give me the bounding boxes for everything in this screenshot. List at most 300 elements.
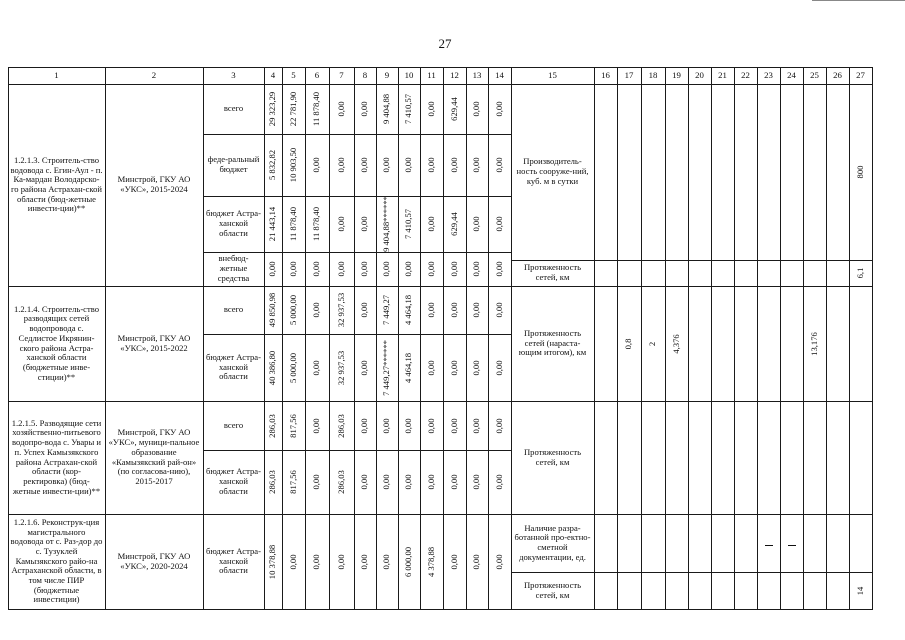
indicator-value-col-18 [641, 572, 666, 610]
amount-cell [488, 286, 512, 335]
amount-cell [466, 286, 489, 335]
indicator-value-col-24 [780, 286, 804, 402]
amount-cell-text: 0,00 [471, 157, 482, 173]
amount-cell [398, 134, 421, 197]
amount-cell-text: 0,00 [403, 157, 414, 173]
indicator-value-col-27 [849, 572, 873, 610]
header-cell-9: 9 [376, 67, 399, 85]
funding-source: всего [203, 84, 265, 135]
amount-cell [264, 84, 283, 135]
indicator-value-col-20 [688, 514, 712, 573]
amount-cell [420, 334, 444, 402]
amount-cell-text: 0,00 [381, 474, 392, 490]
indicator-value-col-17 [617, 84, 642, 261]
amount-cell-text: 32 937,53 [335, 292, 346, 328]
amount-cell-text: 29 323,29 [267, 91, 278, 127]
amount-cell-text: 4 378,88 [425, 546, 436, 577]
indicator-value-col-18 [641, 401, 666, 515]
header-cell-13: 13 [466, 67, 489, 85]
funding-source: бюджет Астра-ханской области [203, 450, 265, 515]
header-cell-5: 5 [282, 67, 306, 85]
amount-cell-text: 0,00 [359, 216, 370, 232]
amount-cell [264, 286, 283, 335]
indicator-value-col-22 [734, 514, 758, 573]
indicator-value-col-25 [803, 401, 827, 515]
indicator-value-col-16 [594, 401, 618, 515]
indicator-value-col-20 [688, 572, 712, 610]
amount-cell-text: 0,00 [493, 101, 504, 117]
amount-cell [264, 514, 283, 610]
indicator-value-col-19 [665, 514, 689, 573]
indicator-value-col-22 [734, 260, 758, 287]
amount-cell-text: 32 937,53 [335, 350, 346, 385]
amount-cell [443, 514, 467, 610]
amount-cell-text: 0,00 [425, 216, 436, 232]
header-cell-20: 20 [688, 67, 712, 85]
amount-cell [329, 514, 355, 610]
amount-cell-text: 0,00 [448, 553, 459, 570]
amount-cell [282, 334, 306, 402]
amount-cell-text: 286,03 [267, 413, 278, 438]
amount-cell [282, 286, 306, 335]
indicator-value-col-19 [665, 572, 689, 610]
indicator-value-col-25 [803, 286, 827, 402]
amount-cell [329, 134, 355, 197]
header-cell-10: 10 [398, 67, 421, 85]
indicator-name: Протяженность сетей, км [511, 572, 595, 610]
indicator-value-col-19 [665, 260, 689, 287]
amount-cell [354, 252, 377, 287]
indicator-value-col-21 [711, 572, 735, 610]
amount-cell [488, 401, 512, 451]
indicator-value-col-19 [665, 84, 689, 261]
indicator-value-col-26 [826, 401, 850, 515]
header-cell-21: 21 [711, 67, 735, 85]
amount-cell [420, 252, 444, 287]
amount-cell [443, 196, 467, 253]
header-cell-17: 17 [617, 67, 642, 85]
indicator-value-col-26 [826, 260, 850, 287]
amount-cell-text: 0,00 [403, 261, 414, 277]
amount-cell-text: 7 410,57 [403, 93, 414, 125]
header-cell-26: 26 [826, 67, 850, 85]
amount-cell-text: 7 410,57 [403, 208, 414, 240]
amount-cell-text: 0,00 [335, 101, 346, 117]
amount-cell-text: 0,00 [425, 101, 436, 117]
amount-cell [420, 401, 444, 451]
amount-cell-text: 0,00 [335, 157, 346, 173]
amount-cell [282, 450, 306, 515]
indicator-value-col-18 [641, 514, 666, 573]
amount-cell [264, 450, 283, 515]
amount-cell [264, 134, 283, 197]
amount-cell [398, 334, 421, 402]
amount-cell [398, 84, 421, 135]
measure-title: 1.2.1.3. Строитель-ство водовода с. Егин-Аул - п. Ка-мардан Володарско-го района Астрахан-ской области (бюд-жетные инвести-ции)** [8, 84, 106, 287]
amount-cell-text: 0,00 [403, 474, 414, 490]
amount-cell [466, 334, 489, 402]
indicator-value-col-27-text: 14 [854, 586, 865, 595]
amount-cell [264, 196, 283, 253]
indicator-value-col-16 [594, 84, 618, 261]
amount-cell-text: 0,00 [425, 157, 436, 173]
amount-cell [466, 401, 489, 451]
amount-cell-text: 0,00 [403, 417, 414, 434]
measure-title: 1.2.1.4. Строитель-ство разводящих сетей водопровода с. Седлистое Икрянин-ского района Астра-ханской области (бюджетные инве-стиции)** [8, 286, 106, 402]
amount-cell [305, 286, 330, 335]
amount-cell [443, 286, 467, 335]
amount-cell [354, 134, 377, 197]
amount-cell [305, 401, 330, 451]
header-cell-14: 14 [488, 67, 512, 85]
amount-cell-text: 0,00 [267, 261, 278, 277]
amount-cell [305, 134, 330, 197]
amount-cell [398, 252, 421, 287]
amount-cell-text: 0,00 [493, 157, 504, 173]
funding-source: всего [203, 401, 265, 451]
dash-mark [765, 545, 773, 546]
indicator-value-col-24 [780, 572, 804, 610]
measure-title: 1.2.1.5. Разводящие сети хозяйственно-питьевого водопро-вода с. Увары и п. Успех Камызякского района Астрахан-ской области (кор-ректировка) (бюд-жетные инвести-ции)** [8, 401, 106, 515]
indicator-value-col-16 [594, 260, 618, 287]
amount-cell [329, 450, 355, 515]
amount-cell [420, 286, 444, 335]
amount-cell [376, 401, 399, 451]
amount-cell [466, 134, 489, 197]
amount-cell [354, 334, 377, 402]
indicator-value-col-17 [617, 572, 642, 610]
amount-cell-text: 0,00 [287, 553, 298, 570]
header-cell-12: 12 [443, 67, 467, 85]
indicator-value-col-27-text: 800 [854, 165, 865, 179]
amount-cell [282, 514, 306, 610]
amount-cell [376, 196, 399, 253]
amount-cell [443, 252, 467, 287]
amount-cell [420, 514, 444, 610]
amount-cell [398, 450, 421, 515]
header-cell-27: 27 [849, 67, 873, 85]
indicator-value-col-24 [780, 84, 804, 261]
amount-cell-text: 0,00 [471, 359, 482, 376]
amount-cell [420, 84, 444, 135]
amount-cell-text: 0,00 [311, 302, 322, 318]
amount-cell [488, 450, 512, 515]
header-cell-8: 8 [354, 67, 377, 85]
amount-cell [329, 196, 355, 253]
amount-cell-text: 0,00 [448, 157, 459, 173]
indicator-value-col-20 [688, 260, 712, 287]
amount-cell [466, 450, 489, 515]
amount-cell-text: 0,00 [359, 417, 370, 434]
amount-cell-text: 0,00 [425, 302, 436, 318]
amount-cell-text: 0,00 [287, 261, 298, 277]
amount-cell-text: 21 443,14 [267, 206, 278, 242]
dash-mark [788, 545, 796, 546]
header-cell-3: 3 [203, 67, 265, 85]
amount-cell-text: 0,00 [335, 216, 346, 232]
amount-cell-text: 0,00 [359, 157, 370, 173]
indicator-value-col-25-text: 13,176 [808, 331, 819, 356]
indicator-value-col-27 [849, 401, 873, 515]
amount-cell-text: 7 449,27****** [381, 339, 392, 396]
indicator-value-col-25 [803, 84, 827, 261]
indicator-value-col-21 [711, 401, 735, 515]
amount-cell-text: 0,00 [471, 216, 482, 232]
indicator-name: Протяженность сетей, км [511, 260, 595, 287]
amount-cell [443, 84, 467, 135]
amount-cell [443, 134, 467, 197]
amount-cell-text: 6 000,00 [403, 546, 414, 577]
funding-source: бюджет Астра-ханской области [203, 514, 265, 610]
indicator-value-col-26 [826, 84, 850, 261]
indicator-value-col-20 [688, 286, 712, 402]
funding-source: бюджет Астра-ханской области [203, 334, 265, 402]
amount-cell-text: 0,00 [471, 101, 482, 117]
measure-executor: Минстрой, ГКУ АО «УКС», 2015-2024 [105, 84, 204, 287]
amount-cell [376, 84, 399, 135]
amount-cell [329, 286, 355, 335]
amount-cell [443, 334, 467, 402]
amount-cell-text: 10 378,88 [267, 544, 278, 579]
indicator-value-col-27 [849, 514, 873, 573]
indicator-value-col-20 [688, 84, 712, 261]
indicator-value-col-27-text: 6,1 [854, 267, 865, 279]
amount-cell-text: 0,00 [448, 417, 459, 434]
indicator-value-col-23 [757, 514, 781, 573]
indicator-value-col-23 [757, 401, 781, 515]
amount-cell [488, 84, 512, 135]
amount-cell [488, 334, 512, 402]
amount-cell-text: 0,00 [311, 261, 322, 277]
amount-cell [466, 514, 489, 610]
indicator-value-col-23 [757, 260, 781, 287]
amount-cell-text: 0,00 [448, 474, 459, 490]
amount-cell [282, 401, 306, 451]
indicator-value-col-23 [757, 84, 781, 261]
amount-cell-text: 0,00 [448, 302, 459, 318]
amount-cell-text: 40 386,80 [267, 350, 278, 385]
indicator-value-col-22 [734, 572, 758, 610]
amount-cell [398, 514, 421, 610]
funding-source: всего [203, 286, 265, 335]
indicator-value-col-17-text: 0,8 [623, 338, 634, 349]
amount-cell-text: 0,00 [425, 261, 436, 277]
amount-cell [282, 196, 306, 253]
amount-cell [354, 401, 377, 451]
amount-cell [420, 450, 444, 515]
amount-cell [305, 196, 330, 253]
measure-title: 1.2.1.6. Реконструк-ция магистрального водовода от с. Раз-дор до с. Тузуклей Камызякского райо-на Астраханской области, в том числе ПИР (бюджетные инвестиции) [8, 514, 106, 610]
indicator-value-col-21 [711, 260, 735, 287]
amount-cell [420, 196, 444, 253]
indicator-value-col-19 [665, 286, 689, 402]
header-cell-11: 11 [420, 67, 444, 85]
amount-cell-text: 0,00 [335, 261, 346, 277]
amount-cell-text: 4 464,18 [403, 352, 414, 383]
header-cell-18: 18 [641, 67, 666, 85]
amount-cell-text: 11 878,40 [287, 206, 298, 242]
indicator-value-col-20 [688, 401, 712, 515]
funding-source: внебюд-жетные средства [203, 252, 265, 287]
indicator-value-col-21 [711, 84, 735, 261]
indicator-value-col-24 [780, 260, 804, 287]
amount-cell [305, 450, 330, 515]
indicator-value-col-17 [617, 286, 642, 402]
amount-cell [443, 450, 467, 515]
indicator-value-col-24 [780, 514, 804, 573]
amount-cell [443, 401, 467, 451]
amount-cell [488, 196, 512, 253]
amount-cell-text: 5 000,00 [287, 352, 298, 383]
amount-cell-text: 0,00 [471, 302, 482, 318]
header-cell-25: 25 [803, 67, 827, 85]
amount-cell-text: 0,00 [359, 553, 370, 570]
amount-cell-text: 49 850,98 [267, 292, 278, 328]
amount-cell [354, 514, 377, 610]
indicator-value-col-18 [641, 260, 666, 287]
indicator-value-col-21 [711, 514, 735, 573]
amount-cell-text: 0,00 [493, 474, 504, 490]
amount-cell-text: 7 449,27 [381, 294, 392, 326]
indicator-value-col-17 [617, 260, 642, 287]
funding-source: бюджет Астра-ханской области [203, 196, 265, 253]
amount-cell-text: 0,00 [311, 474, 322, 490]
amount-cell [376, 450, 399, 515]
amount-cell-text: 0,00 [448, 359, 459, 376]
amount-cell [305, 514, 330, 610]
page-number: 27 [438, 36, 452, 51]
amount-cell-text: 0,00 [335, 553, 346, 570]
amount-cell [420, 134, 444, 197]
indicator-value-col-26 [826, 286, 850, 402]
amount-cell [354, 286, 377, 335]
header-cell-24: 24 [780, 67, 804, 85]
amount-cell [398, 196, 421, 253]
amount-cell [376, 334, 399, 402]
header-cell-16: 16 [594, 67, 618, 85]
amount-cell [354, 196, 377, 253]
header-cell-23: 23 [757, 67, 781, 85]
amount-cell [354, 84, 377, 135]
amount-cell-text: 0,00 [425, 359, 436, 376]
indicator-value-col-17 [617, 514, 642, 573]
amount-cell [398, 286, 421, 335]
indicator-value-col-22 [734, 286, 758, 402]
amount-cell-text: 286,03 [267, 470, 278, 494]
amount-cell-text: 0,00 [471, 553, 482, 570]
amount-cell [264, 334, 283, 402]
indicator-value-col-26 [826, 514, 850, 573]
header-cell-19: 19 [665, 67, 689, 85]
indicator-value-col-24 [780, 401, 804, 515]
measure-executor: Минстрой, ГКУ АО «УКС», 2015-2022 [105, 286, 204, 402]
amount-cell-text: 0,00 [493, 261, 504, 277]
amount-cell-text: 0,00 [425, 417, 436, 434]
indicator-value-col-27 [849, 260, 873, 287]
amount-cell [376, 134, 399, 197]
amount-cell [354, 450, 377, 515]
header-cell-6: 6 [305, 67, 330, 85]
amount-cell [305, 252, 330, 287]
amount-cell-text: 0,00 [471, 474, 482, 490]
amount-cell [488, 134, 512, 197]
amount-cell-text: 0,00 [359, 474, 370, 490]
indicator-value-col-21 [711, 286, 735, 402]
indicator-value-col-18 [641, 286, 666, 402]
amount-cell [329, 84, 355, 135]
indicator-value-col-18 [641, 84, 666, 261]
indicator-value-col-16 [594, 514, 618, 573]
amount-cell [466, 196, 489, 253]
amount-cell-text: 817,56 [287, 470, 298, 494]
amount-cell-text: 817,56 [287, 413, 298, 438]
amount-cell-text: 0,00 [311, 417, 322, 434]
amount-cell-text: 286,03 [335, 470, 346, 494]
amount-cell [282, 252, 306, 287]
amount-cell [282, 134, 306, 197]
amount-cell [376, 514, 399, 610]
indicator-value-col-25 [803, 514, 827, 573]
indicator-value-col-26 [826, 572, 850, 610]
indicator-value-col-25 [803, 572, 827, 610]
amount-cell-text: 0,00 [359, 359, 370, 376]
amount-cell-text: 0,00 [493, 302, 504, 318]
indicator-name: Протяженность сетей, км [511, 401, 595, 515]
amount-cell [488, 514, 512, 610]
indicator-value-col-23 [757, 286, 781, 402]
amount-cell-text: 629,44 [448, 97, 459, 121]
indicator-name: Производитель-ность сооруже-ний, куб. м в сутки [511, 84, 595, 261]
amount-cell-text: 0,00 [311, 157, 322, 173]
amount-cell [264, 401, 283, 451]
amount-cell-text: 0,00 [381, 553, 392, 570]
indicator-value-col-19-text: 4,376 [670, 333, 681, 354]
indicator-value-col-27 [849, 286, 873, 402]
measure-executor: Минстрой, ГКУ АО «УКС», муници-пальное образование «Камызякский рай-он» (по согласова-нию), 2015-2017 [105, 401, 204, 515]
header-cell-1: 1 [8, 67, 106, 85]
indicator-value-col-23 [757, 572, 781, 610]
amount-cell-text: 11 878,40 [311, 206, 322, 242]
amount-cell-text: 0,00 [359, 261, 370, 277]
amount-cell-text: 0,00 [381, 157, 392, 173]
amount-cell-text: 22 781,90 [287, 91, 298, 127]
amount-cell-text: 4 464,18 [403, 294, 414, 326]
header-cell-22: 22 [734, 67, 758, 85]
indicator-name: Протяженность сетей (нараста-ющим итогом), км [511, 286, 595, 402]
amount-cell-text: 5 000,00 [287, 294, 298, 326]
amount-cell [305, 334, 330, 402]
amount-cell-text: 0,00 [359, 101, 370, 117]
amount-cell-text: 5 832,82 [267, 149, 278, 181]
amount-cell-text: 0,00 [493, 216, 504, 232]
header-cell-2: 2 [105, 67, 204, 85]
indicator-value-col-22 [734, 401, 758, 515]
amount-cell [488, 252, 512, 287]
header-cell-4: 4 [264, 67, 283, 85]
amount-cell-text: 0,00 [425, 474, 436, 490]
indicator-value-col-16 [594, 572, 618, 610]
amount-cell-text: 0,00 [493, 553, 504, 570]
indicator-value-col-18-text: 2 [647, 341, 658, 346]
indicator-value-col-27 [849, 84, 873, 261]
amount-cell [264, 252, 283, 287]
measure-executor: Минстрой, ГКУ АО «УКС», 2020-2024 [105, 514, 204, 610]
header-cell-15: 15 [511, 67, 595, 85]
amount-cell [329, 401, 355, 451]
amount-cell-text: 0,00 [311, 553, 322, 570]
amount-cell [466, 84, 489, 135]
amount-cell [329, 334, 355, 402]
